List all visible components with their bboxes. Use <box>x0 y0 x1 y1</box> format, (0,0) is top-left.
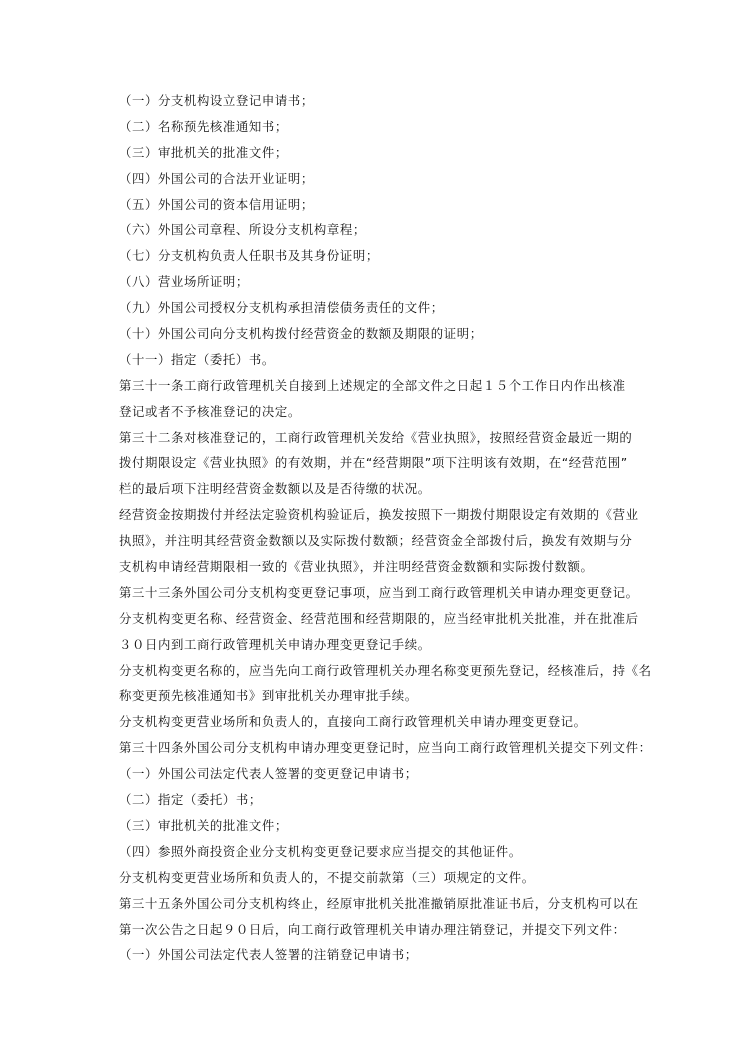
text-line: 第三十四条外国公司分支机构申请办理变更登记时，应当向工商行政管理机关提交下列文件： <box>119 740 652 756</box>
text-line: （七）分支机构负责人任职书及其身份证明； <box>119 248 379 264</box>
text-line: （四）外国公司的合法开业证明； <box>119 170 314 186</box>
text-line: 第三十三条外国公司分支机构变更登记事项，应当到工商行政管理机关申请办理变更登记。 <box>119 584 639 600</box>
text-line: （五）外国公司的资本信用证明； <box>119 196 314 212</box>
text-line: （二）指定（委托）书； <box>119 792 262 808</box>
text-line: （十一）指定（委托）书。 <box>119 351 275 367</box>
text-line: （三）审批机关的批准文件； <box>119 144 288 160</box>
text-line: 执照》，并注明其经营资金数额以及实际拨付数额；经营资金全部拨付后，换发有效期与分 <box>119 533 633 549</box>
text-line: ３０日内到工商行政管理机关申请办理变更登记手续。 <box>119 636 431 652</box>
text-line: （八）营业场所证明； <box>119 274 249 290</box>
text-line: 称变更预先核准通知书》到审批机关办理审批手续。 <box>119 688 418 704</box>
text-line: （十）外国公司向分支机构拨付经营资金的数额及期限的证明； <box>119 326 483 342</box>
text-line: 支机构申请经营期限相一致的《营业执照》，并注明经营资金数额和实际拨付数额。 <box>119 559 594 575</box>
text-line: 第三十五条外国公司分支机构终止，经原审批机关批准撤销原批准证书后，分支机构可以在 <box>119 895 639 911</box>
text-line: 第一次公告之日起９０日后，向工商行政管理机关申请办理注销登记，并提交下列文件： <box>119 921 626 937</box>
text-line: （六）外国公司章程、所设分支机构章程； <box>119 222 366 238</box>
text-line: （一）外国公司法定代表人签署的注销登记申请书； <box>119 947 418 963</box>
text-line: 经营资金按期拨付并经法定验资机构验证后，换发按照下一期拨付期限设定有效期的《营业 <box>119 507 639 523</box>
text-line: （三）审批机关的批准文件； <box>119 817 288 833</box>
text-line: 分支机构变更营业场所和负责人的，直接向工商行政管理机关申请办理变更登记。 <box>119 714 587 730</box>
text-line: （二）名称预先核准通知书； <box>119 118 288 134</box>
text-line: 第三十二条对核准登记的，工商行政管理机关发给《营业执照》，按照经营资金最近一期的 <box>119 429 633 445</box>
text-line: 拨付期限设定《营业执照》的有效期，并在“经营期限”项下注明该有效期，在“经营范围” <box>119 455 628 471</box>
text-line: 分支机构变更名称、经营资金、经营范围和经营期限的，应当经审批机关批准，并在批准后 <box>119 610 639 626</box>
text-line: 登记或者不予核准登记的决定。 <box>119 403 301 419</box>
text-line: 第三十一条工商行政管理机关自接到上述规定的全部文件之日起１５个工作日内作出核准 <box>119 377 626 393</box>
text-line: 分支机构变更营业场所和负责人的，不提交前款第（三）项规定的文件。 <box>119 869 535 885</box>
text-line: （四）参照外商投资企业分支机构变更登记要求应当提交的其他证件。 <box>119 843 522 859</box>
document-body <box>119 88 652 968</box>
text-line: （一）外国公司法定代表人签署的变更登记申请书； <box>119 766 418 782</box>
text-line: 栏的最后项下注明经营资金数额以及是否待缴的状况。 <box>119 481 431 497</box>
text-line: （一）分支机构设立登记申请书； <box>119 93 314 108</box>
text-line: （九）外国公司授权分支机构承担清偿债务责任的文件； <box>119 300 444 316</box>
text-line: 分支机构变更名称的，应当先向工商行政管理机关办理名称变更预先登记，经核准后，持《名 <box>119 662 652 678</box>
